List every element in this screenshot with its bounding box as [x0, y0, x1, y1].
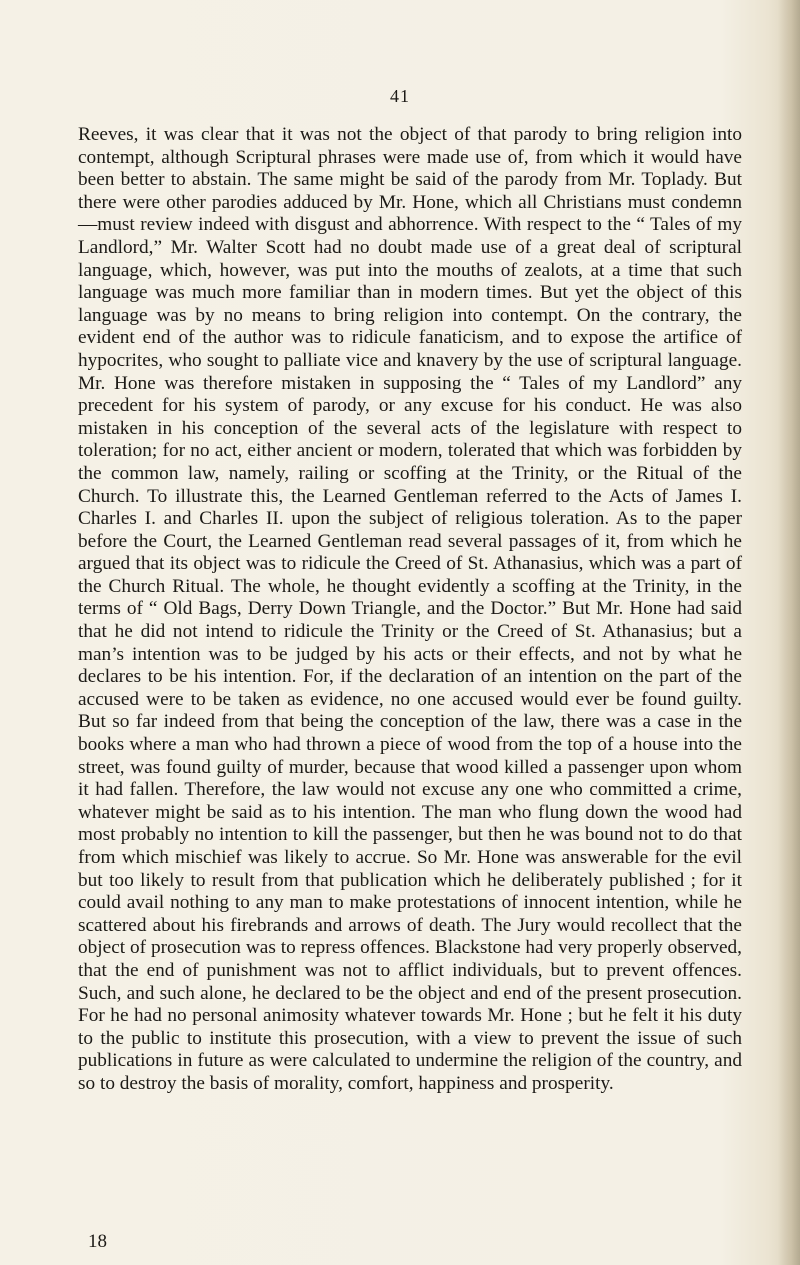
- page-edge-shadow: [778, 0, 800, 1265]
- signature-mark: 18: [88, 1231, 107, 1252]
- page-number: 41: [390, 86, 410, 106]
- body-paragraph: Reeves, it was clear that it was not the object of that parody to bring religion into contempt, although Scriptural phrases were made use of, from which it would have been better to abstain. The same might be said of the parody from Mr. Toplady. But there were other parodies adduced by Mr. Hone, which all Christians must condemn—must review indeed with disgust and abhorrence. With respect to the “ Tales of my Landlord,” Mr. Walter Scott had no doubt made use of a great deal of scriptural language, which, however, was put into the mouths of zealots, at a time that such language was much more familiar than in modern times. But yet the object of this language was by no means to bring religion into contempt. On the contrary, the evident end of the author was to ridicule fanaticism, and to expose the artifice of hypocrites, who sought to palliate vice and knavery by the use of scriptural language. Mr. Hone was therefore mistaken in supposing the “ Tales of my Landlord” any precedent for his system of parody, or any excuse for his conduct. He was also mistaken in his conception of the several acts of the legislature with respect to toleration; for no act, either ancient or modern, tolerated that which was forbidden by the common law, namely, railing or scoffing at the Trinity, or the Ritual of the Church. To illustrate this, the Learned Gentleman referred to the Acts of James I. Charles I. and Charles II. upon the subject of religious toleration. As to the paper before the Court, the Learned Gentleman read several passages of it, from which he argued that its object was to ridicule the Creed of St. Athanasius, which was a part of the Church Ritual. The whole, he thought evidently a scoffing at the Trinity, in the terms of “ Old Bags, Derry Down Triangle, and the Doctor.” But Mr. Hone had said that he did not intend to ridicule the Trinity or the Creed of St. Athanasius; but a man’s intention was to be judged by his acts or their effects, and not by what he declares to be his intention. For, if the declaration of an intention on the part of the accused were to be taken as evidence, no one accused would ever be found guilty. But so far indeed from that being the conception of the law, there was a case in the books where a man who had thrown a piece of wood from the top of a house into the street, was found guilty of murder, because that wood killed a passenger upon whom it had fallen. Therefore, the law would not excuse any one who committed a crime, whatever might be said as to his intention. The man who flung down the wood had most probably no intention to kill the passenger, but then he was bound not to do that from which mischief was likely to accrue. So Mr. Hone was answerable for the evil but too likely to result from that publication which he deliberately published ; for it could avail nothing to any man to make protestations of innocent intention, while he scattered about his firebrands and arrows of death. The Jury would recollect that the object of prosecution was to repress offences. Blackstone had very properly observed, that the end of punishment was not to afflict individuals, but to prevent offences. Such, and such alone, he declared to be the object and end of the present prosecution. For he had no personal animosity whatever towards Mr. Hone ; but he felt it his duty to the public to institute this prosecution, with a view to prevent the issue of such publications in future as were calculated to undermine the religion of the country, and so to destroy the basis of morality, comfort, happiness and prosperity.: [78, 124, 742, 1094]
